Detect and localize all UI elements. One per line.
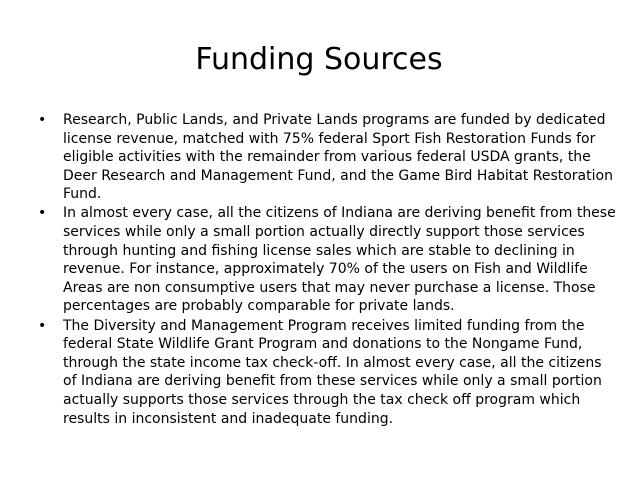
bullet-text: Research, Public Lands, and Private Lands programs are funded by dedicated license revenue, matched with 75% federal Sport Fish Restoration Funds for eligible activities with the remainder from various federal USDA grants, the Deer Research and Management Fund, and the Game Bird Habitat Restoration Fund. <box>63 112 613 203</box>
bullet-item <box>38 204 616 316</box>
bullet-text: In almost every case, all the citizens of Indiana are deriving benefit from these services while only a small portion actually directly support those services through hunting and fishing license sales which are stable to declining in revenue. For instance, approximately 70% of the users on Fish and Wildlife Areas are non consumptive users that may never purchase a license. Those percentages are probably comparable for private lands. <box>63 205 616 315</box>
bullet-text: The Diversity and Management Program receives limited funding from the federal State Wildlife Grant Program and donations to the Nongame Fund, through the state income tax check-off. In almost every case, all the citizens of Indiana are deriving benefit from these services while only a small portion actually supports those services through the tax check off program which results in inconsistent and inadequate funding. <box>63 317 602 427</box>
bullet-dot-icon: • <box>38 205 47 222</box>
bullet-item <box>38 111 616 204</box>
bullet-item <box>38 317 616 429</box>
bullet-list <box>38 111 616 429</box>
bullet-dot-icon: • <box>38 112 47 128</box>
bullet-dot-icon: • <box>38 317 47 334</box>
slide-title: Funding Sources <box>195 42 443 77</box>
